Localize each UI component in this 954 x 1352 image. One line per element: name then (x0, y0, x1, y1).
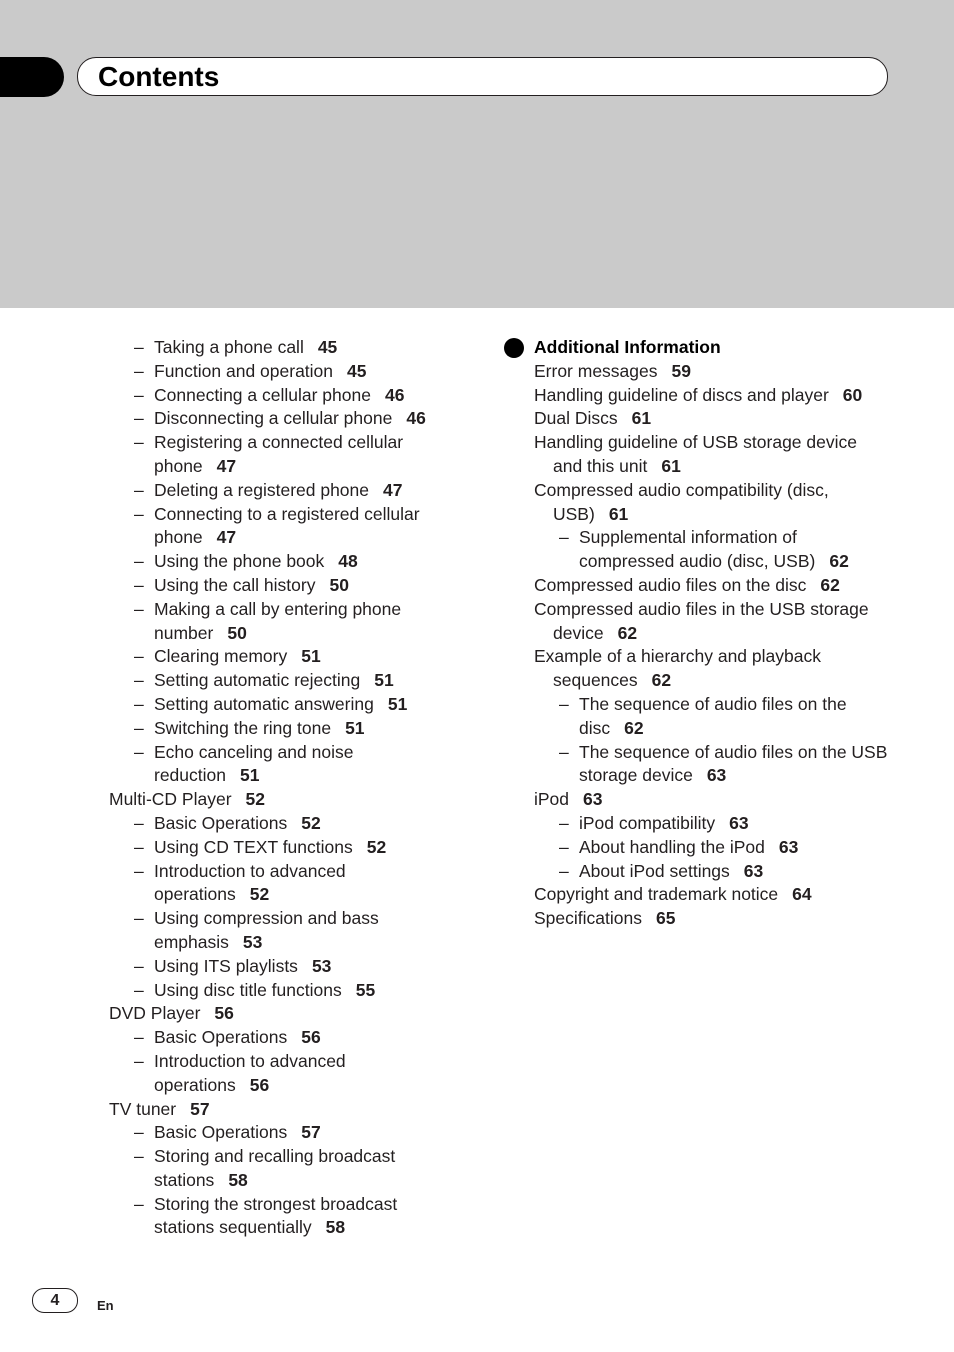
toc-page-number: 62 (651, 670, 672, 691)
toc-page-number: 62 (820, 574, 840, 595)
dash-glyph: – (134, 360, 144, 381)
toc-page-number: 61 (661, 455, 681, 476)
toc-entry-line: storage device (579, 765, 693, 786)
dash-glyph: – (134, 408, 144, 429)
dash-glyph: – (134, 598, 144, 619)
toc-subentry[interactable] (534, 836, 894, 860)
toc-entry-line: Specifications (534, 908, 642, 929)
toc-entry-text (579, 693, 894, 741)
dash-glyph: – (134, 812, 144, 833)
toc-subentry[interactable] (109, 717, 469, 741)
toc-page-number: 51 (345, 717, 365, 738)
toc-page-number: 52 (301, 812, 321, 833)
toc-entry-text (154, 479, 469, 503)
toc-entry-text (154, 550, 469, 574)
toc-page-number: 56 (301, 1027, 321, 1048)
toc-entry-line: operations (154, 884, 236, 905)
toc-entry-text (534, 645, 894, 693)
toc-entry[interactable] (534, 574, 894, 598)
bullet-icon (504, 338, 524, 358)
toc-page-number: 63 (778, 836, 799, 857)
toc-page-number: 48 (338, 551, 358, 572)
header-band (0, 0, 954, 308)
toc-page-number: 51 (301, 646, 321, 667)
toc-entry-line: iPod compatibility (579, 812, 716, 833)
toc-entry[interactable] (109, 1098, 469, 1122)
toc-entry-text (534, 360, 894, 384)
toc-page-number: 53 (311, 955, 332, 976)
toc-entry-line: Dual Discs (534, 408, 618, 429)
title-banner (77, 57, 888, 96)
toc-page-number: 51 (387, 693, 408, 714)
dash-glyph: – (134, 574, 144, 595)
toc-entry-text (154, 336, 469, 360)
dash-glyph: – (134, 741, 144, 762)
dash-glyph: – (134, 479, 144, 500)
toc-entry-line: Setting automatic answering (154, 693, 374, 714)
toc-entry-line: Switching the ring tone (154, 717, 332, 738)
toc-subentry[interactable] (109, 907, 469, 955)
dash-glyph: – (134, 337, 144, 357)
toc-entry-text (534, 788, 894, 812)
toc-subentry[interactable] (109, 407, 469, 431)
toc-entry-line: Connecting to a registered cellular (154, 503, 420, 524)
toc-entry-text (154, 955, 469, 979)
toc-entry-line: Basic Operations (154, 1122, 288, 1143)
toc-entry-text (154, 860, 469, 908)
toc-subentry[interactable] (109, 741, 469, 789)
page-number: 4 (50, 1292, 60, 1309)
toc-page-number: 62 (624, 717, 644, 738)
toc-page-number: 63 (583, 789, 603, 810)
toc-page-number: 51 (240, 765, 260, 786)
toc-subentry[interactable] (109, 360, 469, 384)
toc-entry-text (154, 1145, 469, 1193)
toc-entry-line: DVD Player (109, 1003, 201, 1024)
toc-entry-text (154, 1193, 469, 1241)
toc-entry-line: Introduction to advanced (154, 1050, 346, 1071)
toc-entry-text (154, 503, 469, 551)
toc-entry-line: About iPod settings (579, 860, 730, 881)
toc-page-number: 60 (842, 384, 863, 405)
toc-entry-line: Multi-CD Player (109, 789, 232, 810)
toc-page-number: 45 (347, 360, 367, 381)
toc-entry-line: Basic Operations (154, 812, 288, 833)
toc-entry-line: Storing the strongest broadcast (154, 1193, 398, 1214)
toc-entry-line: TV tuner (109, 1098, 177, 1119)
toc-entry[interactable] (534, 360, 894, 384)
toc-page-number: 52 (249, 884, 270, 905)
toc-page-number: 55 (355, 979, 376, 1000)
toc-entry-line: Basic Operations (154, 1027, 288, 1048)
toc-entry-text (154, 1050, 469, 1098)
toc-entry-line: phone (154, 455, 203, 476)
toc-page-number: 63 (706, 765, 727, 786)
toc-entry-text (579, 741, 894, 789)
toc-right-entries (534, 360, 894, 931)
dash-glyph: – (559, 836, 569, 857)
toc-entry-line: Using disc title functions (154, 979, 342, 1000)
toc-entry-text (154, 384, 469, 408)
dash-glyph: – (134, 384, 144, 405)
toc-entry-text (534, 574, 894, 598)
toc-entry-line: The sequence of audio files on the USB (579, 741, 888, 762)
toc-entry-line: Function and operation (154, 360, 334, 381)
toc-subentry[interactable] (109, 1121, 469, 1145)
page-title: Contents (98, 61, 220, 92)
toc-entry-line: Clearing memory (154, 646, 288, 667)
toc-entry[interactable] (534, 788, 894, 812)
toc-entry-line: phone (154, 527, 203, 548)
toc-entry-line: Error messages (534, 360, 658, 381)
toc-subentry[interactable] (109, 645, 469, 669)
toc-subentry[interactable] (534, 741, 894, 789)
toc-page-number: 58 (228, 1169, 248, 1190)
toc-subentry[interactable] (109, 1026, 469, 1050)
section-heading (534, 336, 894, 360)
dash-glyph: – (134, 860, 144, 881)
toc-subentry[interactable] (109, 979, 469, 1003)
toc-page-number: 52 (245, 789, 265, 810)
language-label: En (97, 1298, 114, 1313)
toc-entry-line: Copyright and trademark notice (534, 884, 779, 905)
toc-entry-text (154, 907, 469, 955)
toc-entry-line: Using the phone book (154, 551, 325, 572)
toc-entry-line: Handling guideline of USB storage device (534, 432, 857, 453)
toc-entry-line: Using ITS playlists (154, 955, 298, 976)
toc-entry-line: USB) (553, 503, 595, 524)
toc-subentry[interactable] (534, 693, 894, 741)
section-heading-text: Additional Information (534, 337, 721, 357)
toc-entry-line: operations (154, 1074, 236, 1095)
toc-entry-line: Disconnecting a cellular phone (154, 408, 393, 429)
toc-subentry[interactable] (109, 669, 469, 693)
toc-subentry[interactable] (109, 693, 469, 717)
toc-subentry[interactable] (109, 503, 469, 551)
toc-left-column (109, 336, 469, 1240)
toc-entry[interactable] (109, 788, 469, 812)
dash-glyph: – (559, 741, 569, 762)
toc-entry-line: disc (579, 717, 611, 738)
toc-entry-line: About handling the iPod (579, 836, 765, 857)
toc-entry-text (154, 1026, 469, 1050)
toc-entry-line: reduction (154, 765, 226, 786)
toc-page-number: 46 (406, 408, 426, 429)
toc-subentry[interactable] (109, 479, 469, 503)
toc-page-number: 59 (671, 360, 691, 381)
toc-entry-text (109, 788, 469, 812)
toc-page-number: 56 (249, 1074, 270, 1095)
toc-entry-line: Compressed audio files on the disc (534, 574, 807, 595)
toc-entry[interactable] (109, 1002, 469, 1026)
toc-entry-line: Using compression and bass (154, 908, 379, 929)
toc-subentry[interactable] (109, 860, 469, 908)
toc-entry-line: Handling guideline of discs and player (534, 384, 829, 405)
toc-entry[interactable] (534, 645, 894, 693)
toc-subentry[interactable] (109, 1145, 469, 1193)
toc-entry-line: Setting automatic rejecting (154, 670, 361, 691)
dash-glyph: – (134, 955, 144, 976)
toc-page-number: 58 (325, 1217, 346, 1238)
dash-glyph: – (559, 527, 569, 548)
toc-entry-line: Example of a hierarchy and playback (534, 646, 821, 667)
toc-entry[interactable] (534, 431, 894, 479)
dash-glyph: – (134, 1122, 144, 1143)
toc-entry-line: iPod (534, 789, 570, 810)
toc-page-number: 64 (792, 884, 812, 905)
page-number-badge (32, 1288, 78, 1313)
toc-entry-line: device (553, 622, 604, 643)
toc-entry[interactable] (534, 883, 894, 907)
toc-entry-text (534, 384, 894, 408)
toc-entry-line: Connecting a cellular phone (154, 384, 371, 405)
toc-entry-text (154, 693, 469, 717)
toc-page-number: 65 (655, 908, 676, 929)
toc-entry-text (534, 883, 894, 907)
toc-page-number: 52 (366, 836, 387, 857)
toc-entry-text (154, 598, 469, 646)
toc-entry-text (534, 407, 894, 431)
toc-entry-text (154, 812, 469, 836)
toc-entry-line: and this unit (553, 455, 648, 476)
dash-glyph: – (134, 908, 144, 929)
toc-entry-text (579, 836, 894, 860)
toc-entry-line: The sequence of audio files on the (579, 693, 847, 714)
toc-entry[interactable] (534, 479, 894, 527)
toc-page-number: 63 (729, 812, 749, 833)
toc-entry-line: Registering a connected cellular (154, 432, 404, 453)
toc-entry[interactable] (534, 384, 894, 408)
toc-entry-line: compressed audio (disc, USB) (579, 551, 816, 572)
toc-entry-text (154, 574, 469, 598)
toc-subentry[interactable] (109, 836, 469, 860)
toc-entry-text (579, 860, 894, 884)
toc-subentry[interactable] (109, 336, 469, 360)
toc-page-number: 63 (743, 860, 764, 881)
toc-entry-line: emphasis (154, 931, 229, 952)
toc-page-number: 47 (216, 455, 237, 476)
toc-entry-text (154, 669, 469, 693)
toc-entry-line: Using CD TEXT functions (154, 836, 353, 857)
toc-subentry[interactable] (109, 598, 469, 646)
toc-entry-text (154, 717, 469, 741)
dash-glyph: – (559, 860, 569, 881)
toc-entry-line: Taking a phone call (154, 337, 304, 357)
dash-glyph: – (134, 979, 144, 1000)
toc-subentry[interactable] (109, 550, 469, 574)
toc-entry-text (154, 407, 469, 431)
toc-subentry[interactable] (534, 812, 894, 836)
toc-entry-text (154, 1121, 469, 1145)
toc-page-number: 50 (227, 622, 247, 643)
dash-glyph: – (134, 1050, 144, 1071)
dash-glyph: – (134, 551, 144, 572)
toc-page-number: 62 (617, 622, 638, 643)
dash-glyph: – (134, 693, 144, 714)
toc-entry-text (534, 479, 894, 527)
toc-entry-line: Compressed audio compatibility (disc, (534, 479, 829, 500)
toc-page-number: 57 (190, 1098, 210, 1119)
toc-page-number: 46 (384, 384, 405, 405)
toc-entry-text (154, 645, 469, 669)
toc-entry-text (154, 979, 469, 1003)
dash-glyph: – (134, 1027, 144, 1048)
toc-entry-text (154, 431, 469, 479)
toc-entry-text (154, 741, 469, 789)
toc-subentry[interactable] (109, 1193, 469, 1241)
toc-subentry[interactable] (109, 574, 469, 598)
dash-glyph: – (134, 503, 144, 524)
toc-subentry[interactable] (534, 526, 894, 574)
toc-entry[interactable] (534, 598, 894, 646)
toc-subentry[interactable] (109, 812, 469, 836)
dash-glyph: – (134, 1146, 144, 1167)
toc-entry-line: Echo canceling and noise (154, 741, 354, 762)
toc-page-number: 61 (608, 503, 629, 524)
toc-right-column (534, 336, 894, 931)
toc-page-number: 53 (242, 931, 263, 952)
toc-subentry[interactable] (109, 955, 469, 979)
dash-glyph: – (134, 646, 144, 667)
dash-glyph: – (134, 432, 144, 453)
toc-entry-text (534, 598, 894, 646)
toc-entry-line: Deleting a registered phone (154, 479, 370, 500)
toc-subentry[interactable] (109, 1050, 469, 1098)
toc-entry[interactable] (534, 407, 894, 431)
dash-glyph: – (559, 693, 569, 714)
toc-entry-text (579, 812, 894, 836)
toc-page-number: 57 (301, 1122, 321, 1143)
dash-glyph: – (559, 812, 569, 833)
toc-entry-line: stations (154, 1169, 215, 1190)
toc-subentry[interactable] (109, 431, 469, 479)
toc-entry-text (154, 836, 469, 860)
toc-page-number: 51 (374, 670, 394, 691)
toc-entry-line: Storing and recalling broadcast (154, 1146, 396, 1167)
toc-entry-line: Supplemental information of (579, 527, 797, 548)
dash-glyph: – (134, 670, 144, 691)
dash-glyph: – (134, 717, 144, 738)
toc-entry-text (534, 431, 894, 479)
toc-entry-line: number (154, 622, 214, 643)
toc-page-number: 56 (214, 1003, 234, 1024)
toc-entry-line: Introduction to advanced (154, 860, 346, 881)
toc-entry-text (534, 907, 894, 931)
dash-glyph: – (134, 836, 144, 857)
toc-entry-text (579, 526, 894, 574)
toc-entry-line: Compressed audio files in the USB storage (534, 598, 869, 619)
toc-entry-line: Making a call by entering phone (154, 598, 402, 619)
toc-subentry[interactable] (109, 384, 469, 408)
toc-page-number: 47 (383, 479, 403, 500)
toc-page-number: 62 (829, 551, 849, 572)
toc-page-number: 61 (631, 408, 652, 429)
toc-entry-text (154, 360, 469, 384)
dash-glyph: – (134, 1193, 144, 1214)
section-tab (0, 57, 64, 97)
toc-entry-line: stations sequentially (154, 1217, 312, 1238)
toc-entry-line: sequences (553, 670, 638, 691)
toc-page-number: 45 (317, 337, 338, 357)
toc-entry-text (109, 1098, 469, 1122)
toc-subentry[interactable] (534, 860, 894, 884)
toc-entry-line: Using the call history (154, 574, 316, 595)
toc-entry[interactable] (534, 907, 894, 931)
toc-page-number: 50 (329, 574, 349, 595)
toc-entry-text (109, 1002, 469, 1026)
toc-page-number: 47 (216, 527, 237, 548)
